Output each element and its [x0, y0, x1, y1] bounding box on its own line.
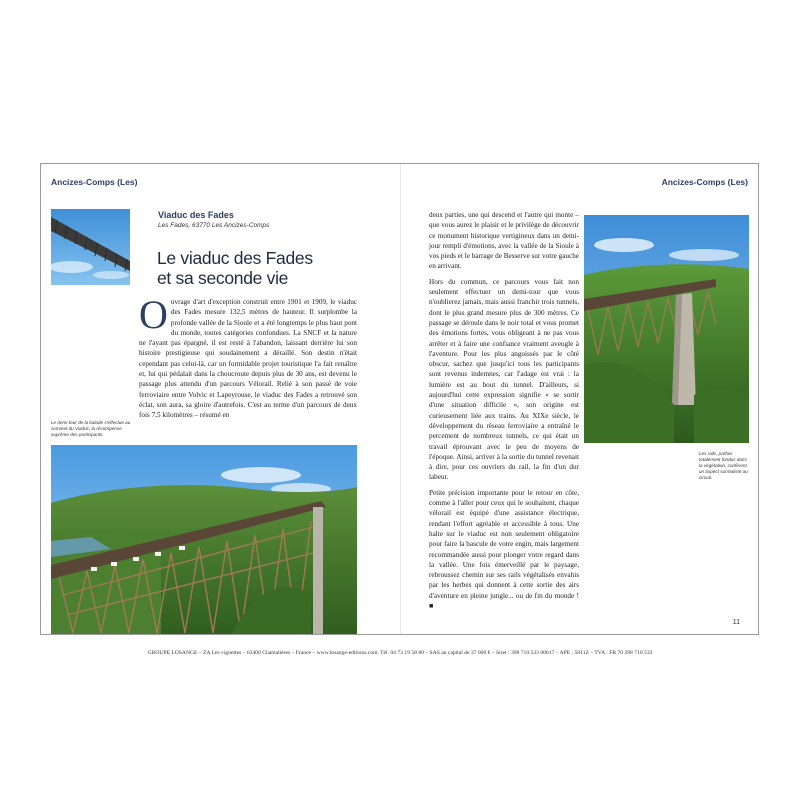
section-address: Les Fades, 63770 Les Ancizes-Comps: [158, 222, 270, 229]
middle-paragraph-3: Petite précision importante pour le retour en côte, comme à l'aller pour ceux qui le souhaitent, chaque vélorail est équipé d'une assistance électrique, rendant l'effort agréable et accessible à tous. Une halte sur le viaduc est non seulement obligatoire pour faire la bascule de votre engin, mais largement recommandée aussi pour plonger votre regard dans la vallée. Une fois émerveillé par le paysage, rebroussez chemin sur ses rails végétalisés envahis par les herbes qui donnent à cette sortie des airs d'aventure en pleine jungle... ou de fin du monde ! ■: [429, 488, 579, 610]
header-left-title: Ancizes-Comps (Les): [51, 177, 138, 187]
headline-line-1: Le viaduc des Fades: [157, 248, 313, 268]
publisher-footer: GROUPE LOSANGE – ZA Les vignettes – 63400 Chamalières – France – www.losange-editions.com. Tél. 04 73 19 58 80 – SAS au capital de 37 000 € – Siret : 398 710 533 00017 – APE : 5811Z – TVA : FR 70 398 710 533: [147, 650, 653, 656]
left-body-paragraph: uvrage d'art d'exception construit entre 1901 et 1909, le viaduc des Fades mesure 132,5 mètres de hauteur. Il surplombe la profonde vallée de la Sioule et a été longtemps le plus haut pont du monde, toutes catégories confondues. La SNCF et la nature ne l'ayant pas épargné, il est resté à l'abandon, laissant derrière lui son histoire prestigieuse qui soudainement a déraillé. Son destin n'était cependant pas celui-là, car un formidable projet touristique l'a fait renaître et, lui qui pédalait dans la choucroute depuis plus de 30 ans, est devenu le passage plus attendu d'un parcours Vélorail. Relié à son passé de voie ferroviaire entre Volvic et Lapeyrouse, le viaduc des Fades a retrouvé son éclat, son aura, sa gloire d'autrefois. C'est au terme d'un parcours de deux fois 7,5 kilomètres – résumé en: [139, 298, 357, 420]
photo-viaduct-pillar: [584, 215, 749, 443]
photo-sky-viaduct-detail: [51, 209, 130, 285]
magazine-spread: [40, 163, 759, 635]
caption-left-photo: Le demi-tour de la balade s'effectue au sommet du Viaduc, la récompense suprême des participants.: [51, 420, 131, 437]
headline: [157, 248, 357, 288]
headline-line-2: et sa seconde vie: [157, 268, 289, 288]
middle-paragraph-1: deux parties, une qui descend et l'autre qui monte – que vous aurez le plaisir et le privilège de découvrir ce monument historique vertigineux dans un demi-jour rempli d'émotions, avec la vallée de la Sioule à vos pieds et le barrage de Besserve sur votre gauche en arrivant.: [429, 211, 579, 271]
caption-right-photo: Les rails, parfois totalement fondus dans la végétation, confèrent un aspect surréaliste au circuit.: [699, 451, 748, 480]
left-body-text: [139, 292, 357, 426]
dropcap-letter: O: [139, 292, 168, 337]
section-title: Viaduc des Fades: [158, 210, 234, 220]
header-right-title: Ancizes-Comps (Les): [661, 177, 748, 187]
spine: [400, 164, 401, 634]
page-number: 11: [732, 619, 740, 626]
middle-paragraph-2: Hors du commun, ce parcours vous fait non seulement effectuer un demi-tour que vous n'oublierez jamais, mais aussi franchir trois tunnels, dont le plus grand mesure plus de 300 mètres. Ce passage se déroule dans le noir total et vous promet des émotions fortes, vous obligeant à ne pas vous arrêter et à faire une confiance vraiment aveugle à l'aventure. Pour les plus angoissés par le côté obscur, sachez que jusqu'ici tous les participants sont revenus indemnes, car l'adage est vrai : la lumière est au bout du tunnel. D'ailleurs, si aujourd'hui cette expression signifie « se sortir d'une situation difficile », son origine est curieusement liée aux trains. Au XIXe siècle, le développement du réseau ferroviaire a entraîné le percement de nombreux tunnels, ce qui était un travail éprouvant avec le peu de moyens de l'époque. Ainsi, arriver à la sortie du tunnel revenait à dire, pour ces ouvriers du rail, la fin d'un dur labeur.: [429, 277, 579, 482]
middle-body-text: [429, 210, 579, 616]
photo-viaduct-velorail: [51, 445, 357, 635]
